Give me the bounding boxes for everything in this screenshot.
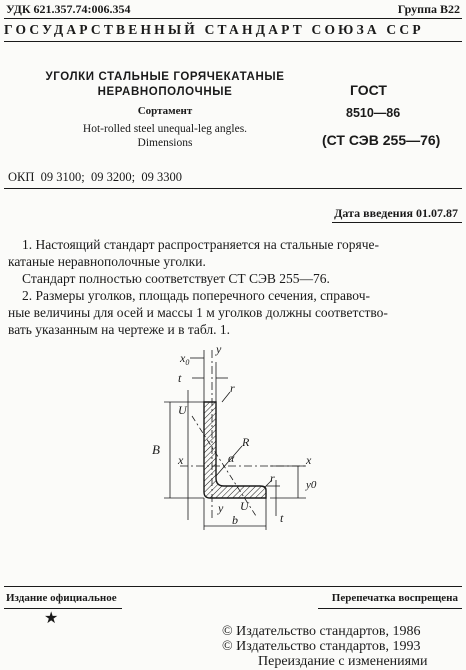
r-mid-label: R: [242, 435, 250, 449]
b-small-label: b: [232, 513, 238, 527]
para-2-line-1: 2. Размеры уголков, площадь поперечного сечения, справоч-: [22, 288, 370, 303]
y0-label: y0: [306, 479, 317, 491]
okp-rule: [4, 188, 462, 189]
footer-rule: [4, 586, 462, 587]
top-rule: [4, 18, 462, 19]
x0-label: $x_0$: [180, 351, 190, 367]
y-bottom-label: y: [218, 501, 224, 515]
para-1-line-2: катаные неравнополочные уголки.: [8, 254, 206, 269]
star-icon: ★: [44, 610, 59, 627]
reprint-underline: [318, 608, 462, 609]
copyright-2: [222, 639, 420, 654]
okp-code: 09 3200;: [91, 170, 136, 184]
copyright-2-text: Издательство стандартов, 1993: [236, 639, 421, 654]
official-edition: Издание официальное: [6, 592, 117, 604]
date-value: 01.07.87: [416, 206, 458, 220]
b-big-label: B: [152, 442, 160, 457]
para-2-line-2: ные величины для осей и массы 1 м уголков должны соответство-: [8, 305, 388, 320]
copyright-icon: ©: [222, 624, 233, 639]
okp-label: ОКП: [8, 170, 35, 184]
reprint-notice: Перепечатка воспрещена: [331, 592, 458, 604]
okp-codes: [8, 170, 182, 185]
t-top-label: t: [178, 371, 182, 385]
udk-code: УДК 621.357.74:006.354: [6, 2, 131, 16]
copyright-1-text: Издательство стандартов, 1986: [236, 624, 421, 639]
alpha-label: α: [228, 451, 235, 465]
okp-code: 09 3300: [141, 170, 182, 184]
effective-date: [334, 206, 458, 221]
x-left-label: x: [178, 453, 184, 467]
copyright-icon: ©: [222, 639, 233, 654]
angle-profile-drawing: [130, 340, 330, 540]
subtitle: Сортамент: [137, 105, 193, 117]
english-title-line-1: Hot-rolled steel unequal-leg angles.: [82, 123, 248, 135]
t-right-label: t: [280, 511, 284, 525]
group-code: Группа В22: [397, 2, 460, 16]
title-line-1: УГОЛКИ СТАЛЬНЫЕ ГОРЯЧЕКАТАНЫЕ: [45, 71, 285, 83]
para-2-line-3: вать указанным на чертеже и в табл. 1.: [8, 322, 231, 337]
title-line-2: НЕРАВНОПОЛОЧНЫЕ: [97, 86, 233, 98]
reissue-note: Переиздание с изменениями: [258, 654, 428, 669]
date-underline: [332, 222, 462, 223]
okp-code: 09 3100;: [40, 170, 85, 184]
r-top-label: r: [230, 381, 235, 395]
state-standard-banner: ГОСУДАРСТВЕННЫЙ СТАНДАРТ СОЮЗА ССР: [4, 22, 424, 37]
para-1-line-3: Стандарт полностью соответствует СТ СЭВ 255—76.: [22, 271, 330, 286]
st-sev-reference: (СТ СЭВ 255—76): [322, 132, 441, 148]
u-left-label: U: [178, 403, 187, 417]
y-top-label: y: [216, 342, 222, 356]
english-title-line-2: Dimensions: [137, 137, 193, 149]
date-label: Дата введения: [334, 206, 413, 220]
gost-number: 8510—86: [346, 106, 401, 120]
r-bottom-label: r: [270, 471, 275, 485]
x-right-label: x: [306, 453, 312, 467]
u-bottom-label: U: [240, 499, 249, 513]
banner-rule: [4, 41, 462, 42]
copyright-1: [222, 624, 420, 639]
gost-label: ГОСТ: [350, 82, 387, 98]
official-underline: [4, 608, 122, 609]
para-1-line-1: 1. Настоящий стандарт распространяется на стальные горяче-: [22, 237, 380, 252]
